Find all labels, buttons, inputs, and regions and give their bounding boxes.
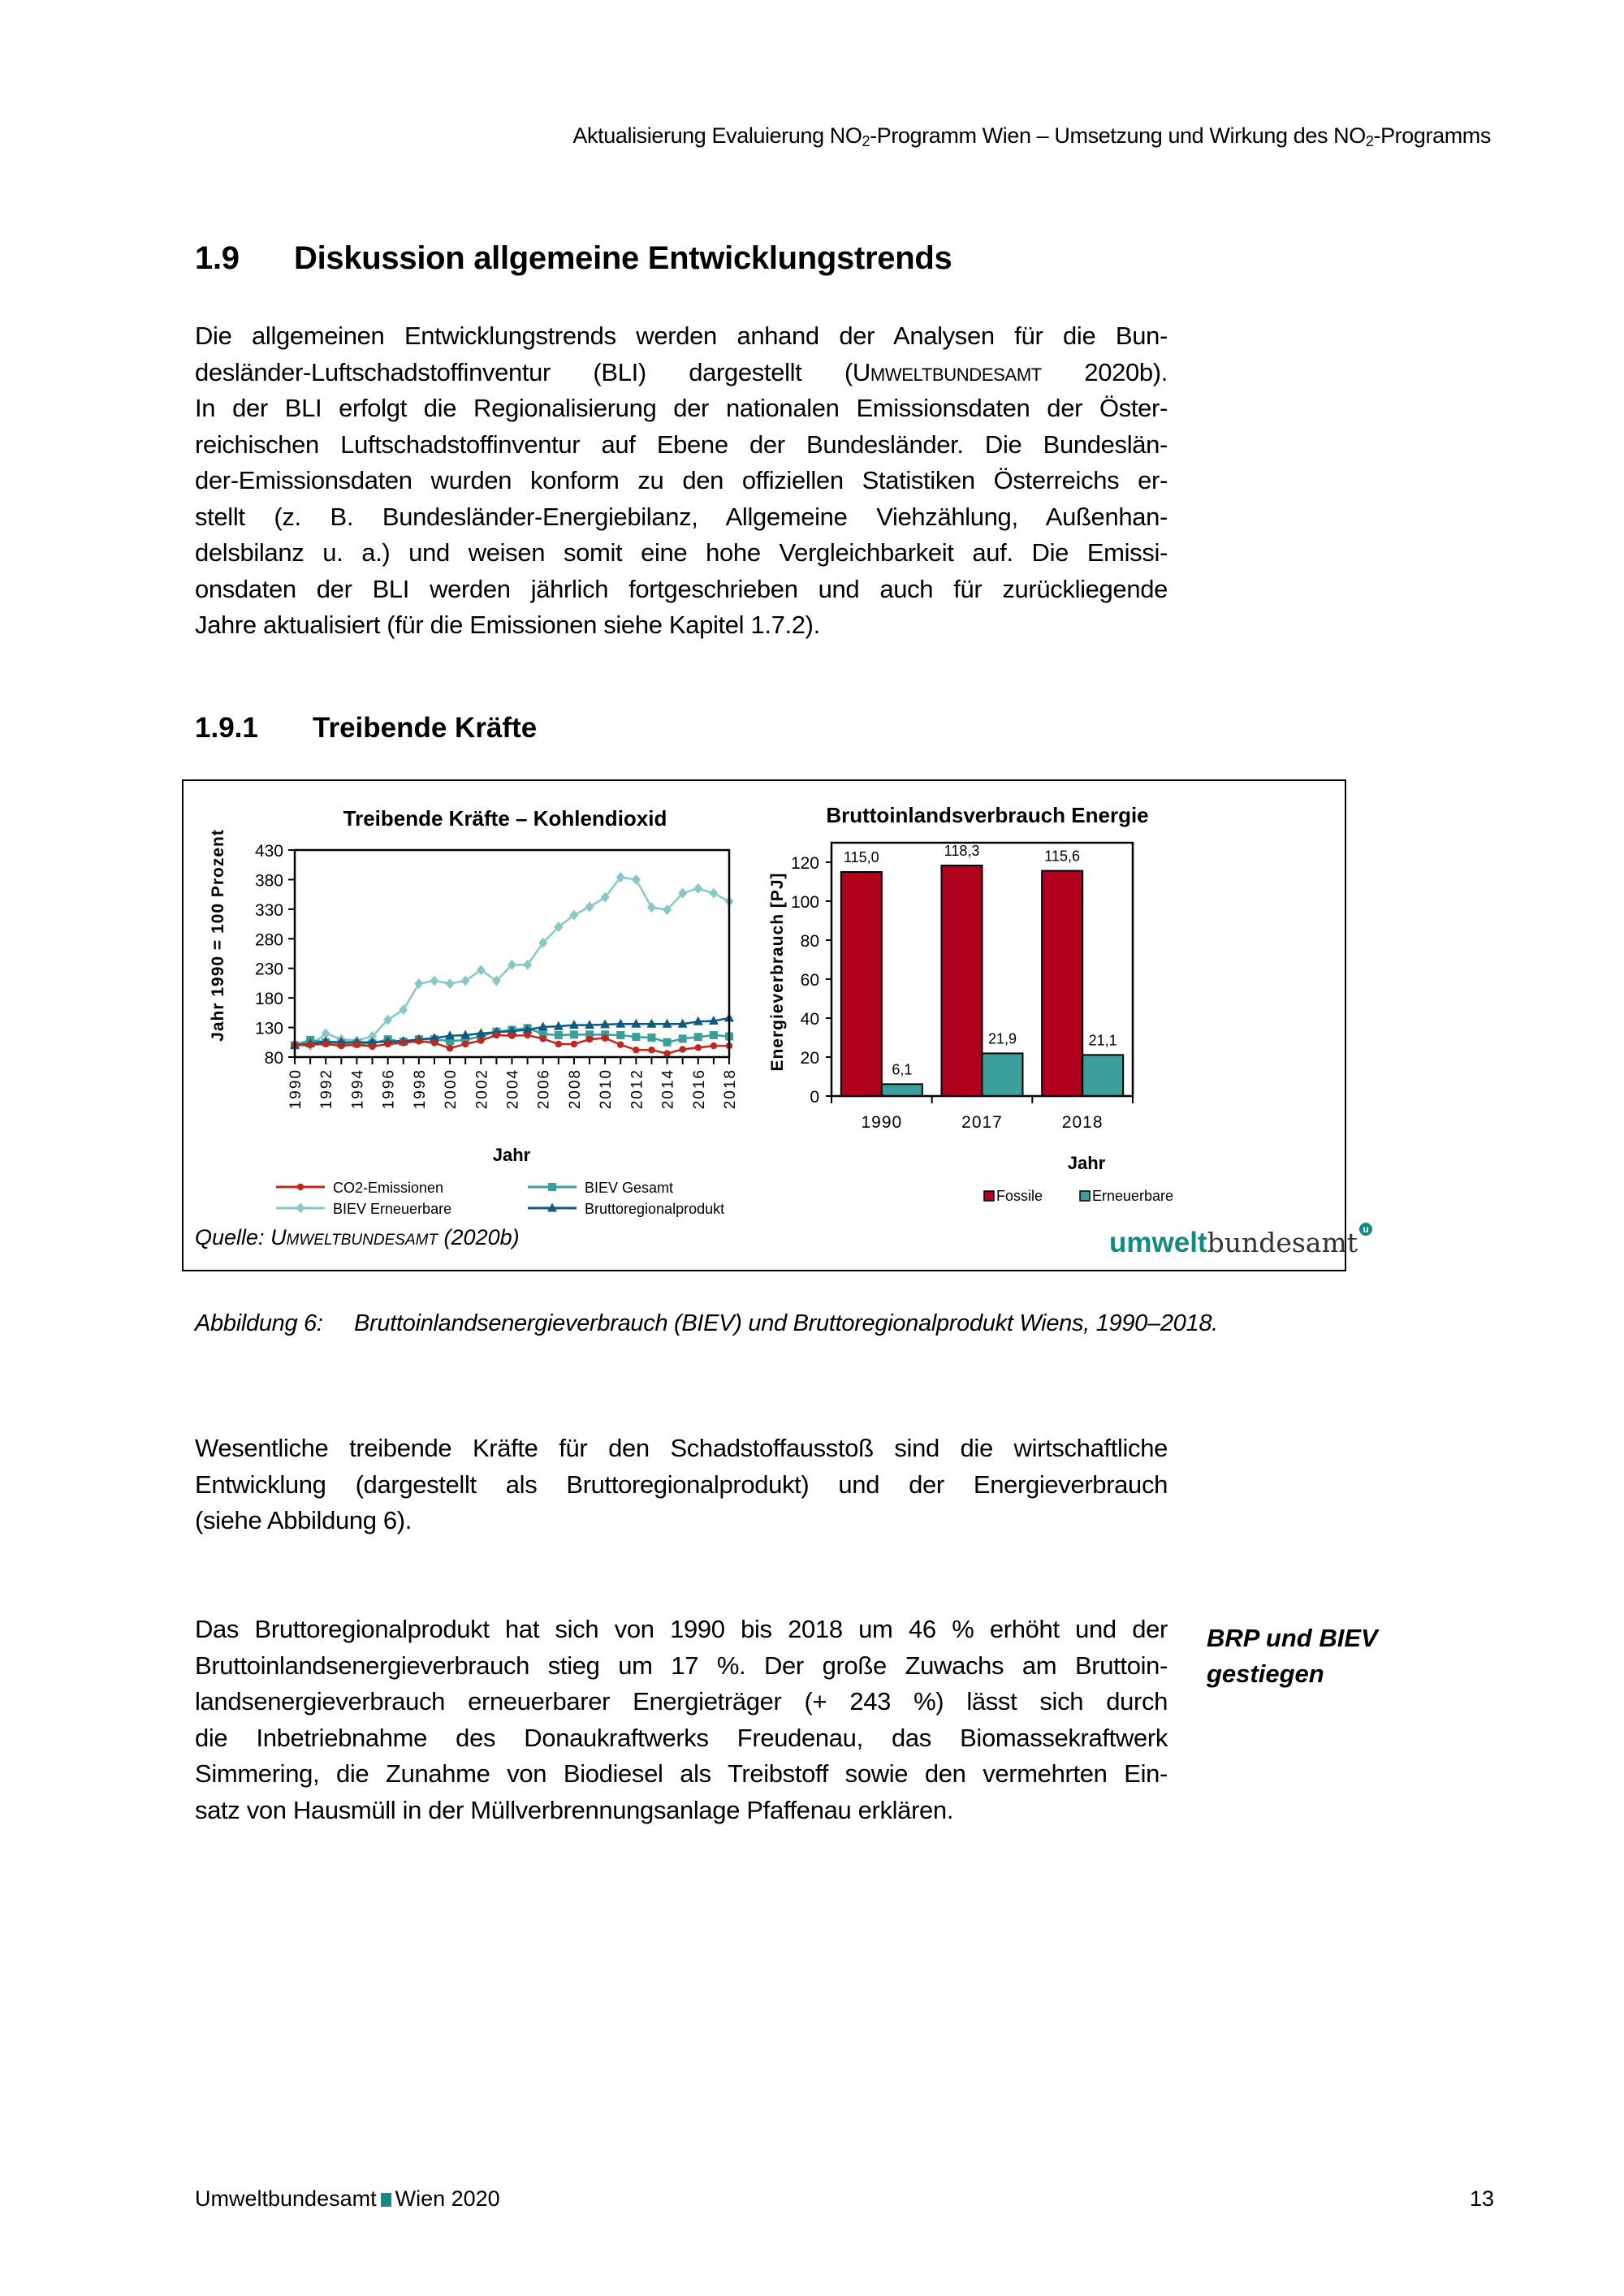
text-line: Simmering, die Zunahme von Biodiesel als Treibstoff sowie den vermehrten Ein-	[195, 1759, 1168, 1788]
svg-text:2004: 2004	[504, 1068, 522, 1110]
svg-text:380: 380	[254, 871, 283, 891]
line-chart-legend	[276, 1180, 724, 1217]
svg-text:1996: 1996	[380, 1068, 398, 1110]
figure-caption	[195, 1310, 1218, 1337]
bar	[882, 1084, 922, 1096]
svg-text:100: 100	[790, 893, 819, 912]
svg-text:1994: 1994	[349, 1068, 367, 1110]
text-line: Das Bruttoregionalprodukt hat sich von 1990 bis 2018 um 46 % erhöht und der	[195, 1615, 1168, 1643]
running-header	[557, 123, 1491, 150]
bar-chart-y-axis	[791, 854, 831, 1107]
bar-chart-x-axis-label: Jahr	[1067, 1153, 1106, 1173]
svg-text:BIEV Erneuerbare: BIEV Erneuerbare	[333, 1201, 452, 1217]
svg-text:2010: 2010	[598, 1068, 615, 1110]
margin-note-line: gestiegen	[1207, 1659, 1324, 1688]
svg-text:2002: 2002	[473, 1068, 491, 1110]
subscript: 2	[1365, 133, 1374, 149]
text-line: stellt (z. B. Bundesländer-Energiebilanz, Allgemeine Viehzählung, Außenhan-	[195, 502, 1168, 531]
svg-text:1998: 1998	[411, 1068, 429, 1110]
bar-chart	[768, 803, 1173, 1204]
caption-text: Bruttoinlandsenergieverbrauch (BIEV) und Bruttoregionalprodukt Wiens, 1990–2018.	[354, 1310, 1218, 1336]
legend-item	[528, 1180, 673, 1196]
bar-chart-title: Bruttoinlandsverbrauch Energie	[826, 803, 1149, 827]
line-chart-y-axis	[255, 842, 295, 1068]
logo-light-text: bundesamt	[1207, 1227, 1358, 1258]
section-title: Diskussion allgemeine Entwicklungstrends	[294, 240, 952, 276]
running-header-text: Aktualisierung Evaluierung NO	[572, 123, 862, 148]
svg-text:130: 130	[254, 1019, 283, 1038]
citation-author: Umweltbundesamt	[852, 357, 1042, 386]
svg-text:20: 20	[800, 1049, 819, 1068]
section-heading	[195, 240, 952, 277]
svg-text:2008: 2008	[566, 1068, 584, 1110]
svg-text:Erneuerbare: Erneuerbare	[1092, 1188, 1174, 1204]
text-line: desländer-Luftschadstoffinventur (BLI) dargestellt (Umweltbundesamt 2020b).	[195, 357, 1168, 386]
svg-text:Bruttoregionalprodukt: Bruttoregionalprodukt	[585, 1201, 725, 1217]
footer-place-year: Wien 2020	[395, 2186, 500, 2211]
legend-item	[528, 1201, 724, 1217]
svg-text:115,6: 115,6	[1044, 848, 1081, 865]
footer-publisher-name: Umweltbundesamt	[195, 2186, 377, 2211]
subscript: 2	[862, 133, 870, 149]
running-header-text: -Programm Wien – Umsetzung und Wirkung des NO	[870, 123, 1366, 148]
text-line: onsdaten der BLI werden jährlich fortgeschrieben und auch für zurückliegende	[195, 574, 1168, 603]
svg-text:2018: 2018	[1061, 1113, 1104, 1132]
text-line: der-Emissionsdaten wurden konform zu den offiziellen Statistiken Österreichs er-	[195, 466, 1168, 494]
subsection-number: 1.9.1	[195, 712, 258, 744]
bar	[1082, 1055, 1123, 1096]
figure-source	[195, 1225, 520, 1250]
line-chart-title: Treibende Kräfte – Kohlendioxid	[343, 806, 667, 831]
svg-text:2018: 2018	[722, 1068, 739, 1110]
text-line: In der BLI erfolgt die Regionalisierung der nationalen Emissionsdaten der Öster-	[195, 394, 1168, 422]
running-header-text: -Programms	[1373, 123, 1491, 148]
svg-text:60: 60	[800, 971, 819, 990]
footer-publisher	[195, 2186, 500, 2212]
bar-chart-legend	[984, 1188, 1173, 1204]
text-line: landsenergieverbrauch erneuerbarer Energieträger (+ 243 %) lässt sich durch	[195, 1687, 1168, 1716]
source-suffix: (2020b)	[438, 1225, 520, 1249]
umweltbundesamt-logo	[1109, 1223, 1372, 1259]
square-bullet-icon	[381, 2193, 391, 2207]
svg-text:BIEV Gesamt: BIEV Gesamt	[585, 1180, 674, 1196]
legend-item	[276, 1201, 451, 1217]
svg-text:2016: 2016	[690, 1068, 708, 1110]
text-line: Wesentliche treibende Kräfte für den Schadstoffausstoß sind die wirtschaftliche	[195, 1434, 1168, 1462]
svg-text:CO2-Emissionen: CO2-Emissionen	[333, 1180, 444, 1196]
svg-text:80: 80	[800, 932, 819, 951]
svg-text:118,3: 118,3	[944, 843, 980, 860]
line-chart-series	[290, 872, 734, 1057]
paragraph-brp-biev	[195, 1612, 1168, 1828]
svg-text:120: 120	[790, 854, 819, 873]
bar-chart-bars	[841, 843, 1123, 1096]
legend-item	[1080, 1188, 1173, 1204]
source-name: Umweltbundesamt	[270, 1225, 438, 1249]
text-line: Die allgemeinen Entwicklungstrends werden anhand der Analysen für die Bun-	[195, 322, 1168, 350]
svg-text:180: 180	[254, 990, 283, 1009]
svg-text:21,9: 21,9	[987, 1030, 1017, 1047]
svg-text:2017: 2017	[961, 1113, 1003, 1132]
subsection-title: Treibende Kräfte	[313, 712, 538, 744]
svg-text:330: 330	[254, 900, 283, 920]
bar	[1042, 871, 1082, 1096]
logo-badge-icon: u	[1359, 1223, 1372, 1236]
line-chart-x-axis-label: Jahr	[492, 1145, 531, 1165]
svg-text:280: 280	[254, 930, 283, 950]
text-line: die Inbetriebnahme des Donaukraftwerks Freudenau, das Biomassekraftwerk	[195, 1723, 1168, 1752]
margin-note-line: BRP und BIEV	[1207, 1624, 1378, 1652]
line-chart	[209, 806, 739, 1217]
svg-text:430: 430	[254, 842, 283, 861]
legend-item	[276, 1180, 443, 1196]
svg-text:2014: 2014	[659, 1068, 677, 1110]
svg-text:6,1: 6,1	[892, 1061, 913, 1078]
svg-text:2012: 2012	[628, 1068, 646, 1110]
margin-note	[1207, 1621, 1378, 1692]
text-line: (siehe Abbildung 6).	[195, 1506, 412, 1534]
text-line: Jahre aktualisiert (für die Emissionen siehe Kapitel 1.7.2).	[195, 611, 820, 639]
svg-text:21,1: 21,1	[1088, 1032, 1117, 1049]
svg-text:230: 230	[254, 960, 283, 979]
caption-label: Abbildung 6:	[195, 1310, 323, 1336]
source-prefix: Quelle:	[195, 1225, 271, 1249]
text-line: Entwicklung (dargestellt als Bruttoregionalprodukt) und der Energieverbrauch	[195, 1470, 1168, 1499]
svg-text:1990: 1990	[861, 1113, 903, 1132]
svg-text:115,0: 115,0	[843, 849, 879, 865]
figure-frame	[182, 779, 1369, 1271]
intro-paragraph	[195, 318, 1168, 644]
text-line: delsbilanz u. a.) und weisen somit eine hohe Vergleichbarkeit auf. Die Emissi-	[195, 538, 1168, 567]
text-line: reichischen Luftschadstoffinventur auf Ebene der Bundesländer. Die Bundeslän-	[195, 429, 1168, 459]
svg-text:80: 80	[264, 1049, 283, 1068]
text-line: Bruttoinlandsenergieverbrauch stieg um 17 %. Der große Zuwachs am Bruttoin-	[195, 1651, 1168, 1680]
text-line: satz von Hausmüll in der Müllverbrennungsanlage Pfaffenau erklären.	[195, 1795, 954, 1824]
bar	[942, 865, 983, 1096]
bar-chart-y-axis-label: Energieverbrauch [PJ]	[768, 872, 787, 1072]
line-chart-x-axis	[287, 1057, 739, 1109]
svg-text:2000: 2000	[443, 1068, 460, 1110]
svg-text:0: 0	[810, 1088, 819, 1107]
svg-text:1990: 1990	[287, 1068, 304, 1110]
svg-text:40: 40	[800, 1010, 819, 1029]
svg-text:2006: 2006	[535, 1068, 553, 1110]
figure-charts	[184, 781, 1345, 1270]
logo-bold-text: umwelt	[1109, 1227, 1207, 1258]
bar	[983, 1053, 1023, 1096]
svg-text:Fossile: Fossile	[996, 1188, 1043, 1204]
subsection-heading	[195, 712, 537, 744]
bar-chart-x-axis	[831, 1096, 1133, 1132]
line-chart-y-axis-label: Jahr 1990 = 100 Prozent	[209, 829, 227, 1042]
bar	[841, 872, 882, 1096]
paragraph-driving-forces	[195, 1431, 1168, 1539]
section-number: 1.9	[195, 240, 240, 276]
svg-text:1992: 1992	[318, 1068, 336, 1110]
legend-item	[984, 1188, 1043, 1204]
page-number: 13	[1469, 2186, 1494, 2211]
